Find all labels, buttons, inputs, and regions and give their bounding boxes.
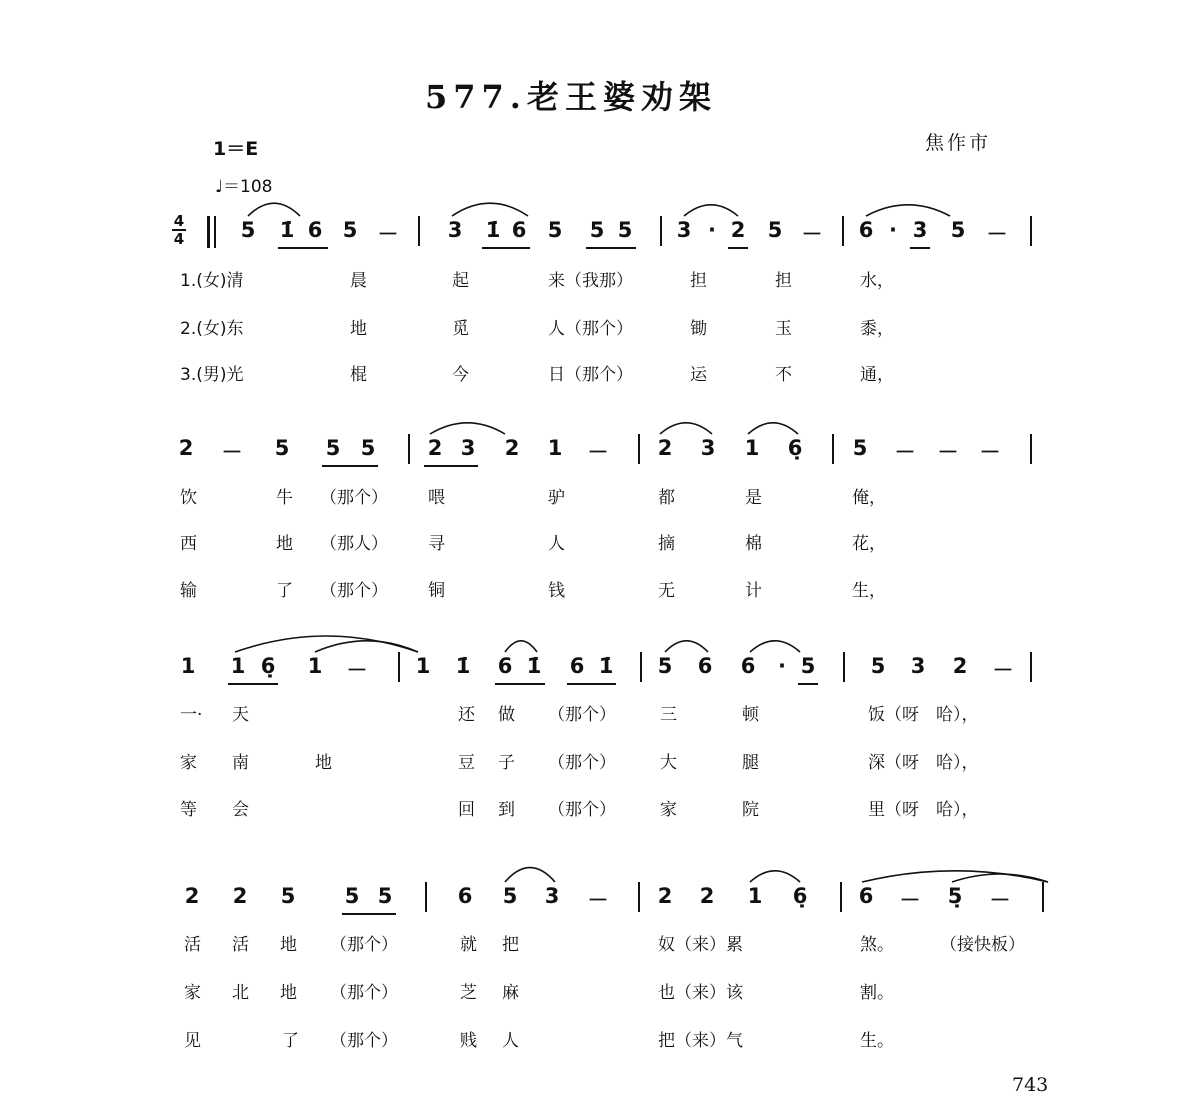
note: 5 <box>657 654 673 678</box>
lyric-verse-2: 芝 <box>460 983 477 1003</box>
note: 5 <box>767 218 783 242</box>
slur <box>684 205 738 216</box>
lyric-verse-2: 花， <box>852 534 886 554</box>
note: 2 <box>657 436 673 460</box>
note: － <box>587 440 609 464</box>
lyric-verse-3: 家 <box>660 800 677 820</box>
note: 5 <box>342 218 358 242</box>
note: 2 <box>699 884 715 908</box>
lyric-verse-2: 觅 <box>452 319 469 339</box>
slur <box>315 641 418 652</box>
note: 2 <box>178 436 194 460</box>
note: · <box>889 218 897 242</box>
lyric-verse-1: 还 <box>458 705 475 725</box>
lyric-verse-1: 三 <box>660 705 677 725</box>
note: 2 <box>232 884 248 908</box>
lyric-verse-2: 棉 <box>745 534 762 554</box>
lyric-verse-2: 北 <box>232 983 249 1003</box>
lyric-verse-3: 回 <box>458 800 475 820</box>
note: － <box>937 440 959 464</box>
note: 1̇ <box>598 654 614 678</box>
slur <box>748 423 798 434</box>
lyric-verse-1: （接快板） <box>940 935 1025 955</box>
lyric-verse-1: 都 <box>658 488 675 508</box>
slur <box>665 641 708 652</box>
note: 5 <box>870 654 886 678</box>
lyric-verse-1: 饭（呀 哈）， <box>868 705 979 725</box>
slur <box>952 874 1048 882</box>
lyric-verse-3: 贱 <box>460 1031 477 1051</box>
note: － <box>801 222 823 246</box>
note: 3 <box>544 884 560 908</box>
page-number: 743 <box>1012 1074 1049 1096</box>
lyric-verse-3: 不 <box>775 365 792 385</box>
lyric-verse-3: 计 <box>745 581 762 601</box>
note: 5 <box>950 218 966 242</box>
lyric-verse-1: 煞。 <box>860 935 894 955</box>
lyric-verse-2: 西 <box>180 534 197 554</box>
lyric-verse-2: 家 <box>180 753 197 773</box>
lyric-verse-2: 2.(女)东 <box>180 319 244 339</box>
lyric-verse-2: （那人） <box>320 534 388 554</box>
note: 1 <box>744 436 760 460</box>
note: 5 <box>377 884 393 908</box>
slur <box>866 205 950 216</box>
lyric-verse-2: 人 <box>548 534 565 554</box>
note: · <box>708 218 716 242</box>
lyric-verse-1: 来（我那） <box>548 271 633 291</box>
note: － <box>989 888 1011 912</box>
lyric-verse-3: 今 <box>452 365 469 385</box>
note: － <box>587 888 609 912</box>
note: － <box>894 440 916 464</box>
note: 2 <box>504 436 520 460</box>
note: － <box>377 222 399 246</box>
lyric-verse-1: （那个） <box>548 705 616 725</box>
note: 5 <box>502 884 518 908</box>
lyric-verse-2: 大 <box>660 753 677 773</box>
lyric-verse-1: 驴 <box>548 488 565 508</box>
note: 6 <box>858 218 874 242</box>
lyric-verse-2: 地 <box>350 319 367 339</box>
lyric-verse-1: 担 <box>775 271 792 291</box>
lyric-verse-2: （那个） <box>548 753 616 773</box>
note: 2 <box>184 884 200 908</box>
song-title: 577.老王婆劝架 <box>425 78 717 116</box>
lyric-verse-1: 担 <box>690 271 707 291</box>
note: 5 <box>852 436 868 460</box>
lyric-verse-1: 一· <box>180 705 203 725</box>
lyric-verse-2: 地 <box>280 983 297 1003</box>
time-signature-top: 4 <box>173 212 185 230</box>
note: 1̇ <box>485 218 501 242</box>
note: 3 <box>460 436 476 460</box>
lyric-verse-1: 天 <box>232 705 249 725</box>
lyric-verse-1: 做 <box>498 705 515 725</box>
lyric-verse-2: 玉 <box>775 319 792 339</box>
lyric-verse-2: 摘 <box>658 534 675 554</box>
slur <box>505 868 555 882</box>
lyric-verse-3: 生。 <box>860 1031 894 1051</box>
slur <box>660 423 712 434</box>
note: · <box>778 654 786 678</box>
lyric-verse-1: 晨 <box>350 271 367 291</box>
lyric-verse-3: 铜 <box>428 581 445 601</box>
note: 5 <box>547 218 563 242</box>
lyric-verse-2: 黍， <box>860 319 894 339</box>
lyric-verse-3: 会 <box>232 800 249 820</box>
note: 2 <box>657 884 673 908</box>
lyric-verse-2: 地 <box>315 753 332 773</box>
lyric-verse-2: 腿 <box>742 753 759 773</box>
note: 1 <box>547 436 563 460</box>
note: 3 <box>447 218 463 242</box>
note: 1̇ <box>526 654 542 678</box>
lyric-verse-2: 麻 <box>502 983 519 1003</box>
key-signature: 1＝E <box>213 138 259 160</box>
lyric-verse-1: 地 <box>280 935 297 955</box>
lyric-verse-1: 活 <box>232 935 249 955</box>
lyric-verse-2: 家 <box>184 983 201 1003</box>
time-signature-bottom: 4 <box>173 230 185 248</box>
lyric-verse-3: 人 <box>502 1031 519 1051</box>
place-of-origin: 焦作市 <box>925 132 992 154</box>
note: 1̇ <box>455 654 471 678</box>
lyric-verse-1: 1.(女)清 <box>180 271 244 291</box>
note: 3 <box>700 436 716 460</box>
lyric-verse-1: 顿 <box>742 705 759 725</box>
lyric-verse-2: 人（那个） <box>548 319 633 339</box>
note: 2 <box>730 218 746 242</box>
slur <box>750 641 800 652</box>
lyric-verse-2: 豆 <box>458 753 475 773</box>
lyric-verse-3: 运 <box>690 365 707 385</box>
lyric-verse-3: 等 <box>180 800 197 820</box>
lyric-verse-1: 牛 <box>276 488 293 508</box>
lyric-verse-1: 就 <box>460 935 477 955</box>
lyric-verse-2: 子 <box>498 753 515 773</box>
slur <box>505 641 537 652</box>
note: － <box>899 888 921 912</box>
note: 5 <box>617 218 633 242</box>
note: 6 <box>497 654 513 678</box>
note: － <box>346 658 368 682</box>
note: － <box>992 658 1014 682</box>
lyric-verse-1: 饮 <box>180 488 197 508</box>
note: － <box>986 222 1008 246</box>
lyric-verse-3: 把（来）气 <box>658 1031 743 1051</box>
lyric-verse-1: （那个） <box>320 488 388 508</box>
lyric-verse-3: （那个） <box>330 1031 398 1051</box>
lyric-verse-3: 了 <box>282 1031 299 1051</box>
lyric-verse-1: 水， <box>860 271 894 291</box>
lyric-verse-1: 把 <box>502 935 519 955</box>
lyric-verse-3: 日（那个） <box>548 365 633 385</box>
lyric-verse-3: 生， <box>852 581 886 601</box>
lyric-verse-3: 通， <box>860 365 894 385</box>
lyric-verse-3: 输 <box>180 581 197 601</box>
note: 6̣ <box>260 654 276 678</box>
note: 6 <box>697 654 713 678</box>
note: 5̣ <box>947 884 963 908</box>
lyric-verse-1: 喂 <box>428 488 445 508</box>
note: 6 <box>569 654 585 678</box>
note: 1 <box>230 654 246 678</box>
lyric-verse-2: 割。 <box>860 983 894 1003</box>
note: 5 <box>325 436 341 460</box>
note: 1 <box>307 654 323 678</box>
note: 6 <box>511 218 527 242</box>
note: 5 <box>280 884 296 908</box>
lyric-verse-3: 到 <box>498 800 515 820</box>
note: 6̣ <box>787 436 803 460</box>
lyric-verse-1: 活 <box>184 935 201 955</box>
note: 5 <box>360 436 376 460</box>
lyric-verse-3: 院 <box>742 800 759 820</box>
lyric-verse-2: 也（来）该 <box>658 983 743 1003</box>
note: 3 <box>676 218 692 242</box>
note: 6̣ <box>792 884 808 908</box>
slur <box>430 423 505 434</box>
lyric-verse-2: （那个） <box>330 983 398 1003</box>
note: 5 <box>274 436 290 460</box>
lyric-verse-3: 棍 <box>350 365 367 385</box>
note: 5 <box>240 218 256 242</box>
lyric-verse-1: 是 <box>745 488 762 508</box>
note: 6 <box>858 884 874 908</box>
lyric-verse-3: 钱 <box>548 581 565 601</box>
note: 6 <box>457 884 473 908</box>
lyric-verse-2: 地 <box>276 534 293 554</box>
lyric-verse-2: 南 <box>232 753 249 773</box>
note: 5 <box>344 884 360 908</box>
lyric-verse-2: 寻 <box>428 534 445 554</box>
lyric-verse-3: 里（呀 哈）， <box>868 800 979 820</box>
lyric-verse-3: 了 <box>276 581 293 601</box>
note: 2 <box>427 436 443 460</box>
note: 5 <box>589 218 605 242</box>
note: － <box>221 440 243 464</box>
note: 1 <box>747 884 763 908</box>
note: － <box>979 440 1001 464</box>
lyric-verse-3: 无 <box>658 581 675 601</box>
lyric-verse-3: 3.(男)光 <box>180 365 244 385</box>
note: 6 <box>307 218 323 242</box>
lyric-verse-2: 锄 <box>690 319 707 339</box>
note: 5 <box>800 654 816 678</box>
note: 6 <box>740 654 756 678</box>
note: 3 <box>910 654 926 678</box>
note: 1 <box>180 654 196 678</box>
slur <box>750 871 800 882</box>
lyric-verse-3: （那个） <box>320 581 388 601</box>
tempo-marking: ♩＝108 <box>215 177 273 197</box>
note: 1̇ <box>279 218 295 242</box>
lyric-verse-3: 见 <box>184 1031 201 1051</box>
lyric-verse-1: （那个） <box>330 935 398 955</box>
lyric-verse-1: 奴（来）累 <box>658 935 743 955</box>
lyric-verse-1: 起 <box>452 271 469 291</box>
lyric-verse-2: 深（呀 哈）， <box>868 753 979 773</box>
note: 3 <box>912 218 928 242</box>
slur <box>248 203 300 216</box>
lyric-verse-1: 俺， <box>852 488 886 508</box>
slur <box>452 203 528 216</box>
note: 2 <box>952 654 968 678</box>
lyric-verse-3: （那个） <box>548 800 616 820</box>
note: 1 <box>415 654 431 678</box>
